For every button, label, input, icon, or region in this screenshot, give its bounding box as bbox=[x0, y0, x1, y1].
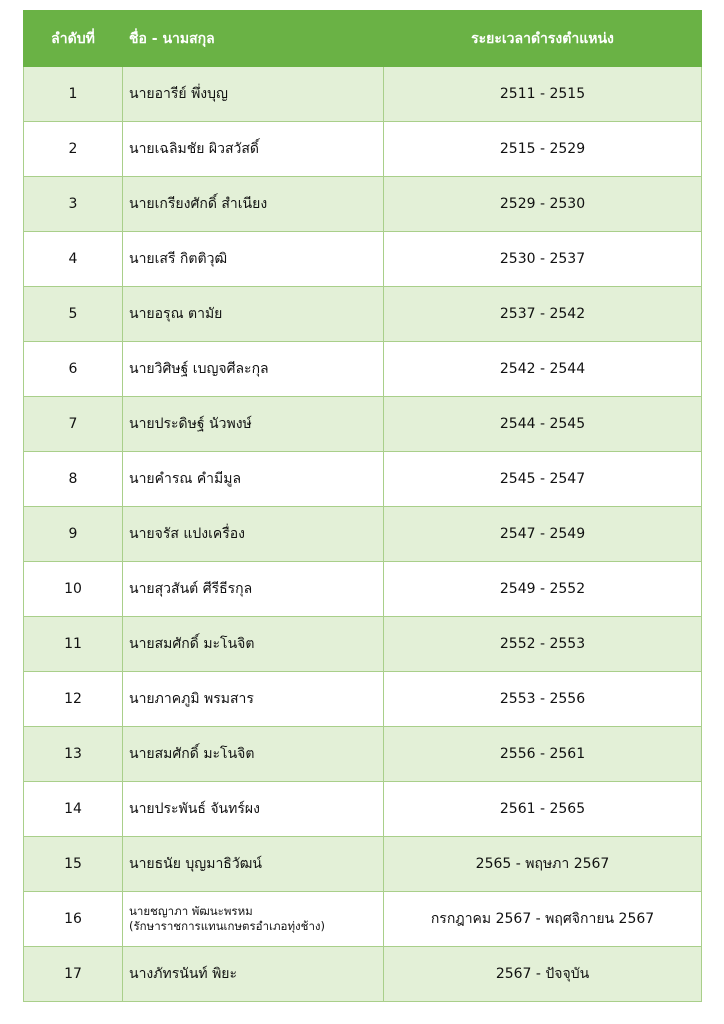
table-row bbox=[24, 837, 702, 892]
row-term: 2556 - 2561 bbox=[384, 727, 702, 782]
row-term: 2511 - 2515 bbox=[384, 67, 702, 122]
row-number: 1 bbox=[24, 67, 123, 122]
table-row bbox=[24, 672, 702, 727]
header-name: ชื่อ - นามสกุล bbox=[123, 11, 384, 67]
table-row bbox=[24, 507, 702, 562]
table-row bbox=[24, 452, 702, 507]
row-term: 2530 - 2537 bbox=[384, 232, 702, 287]
row-name: นายประดิษฐ์ นัวพงษ์ bbox=[123, 397, 384, 452]
table-row bbox=[24, 232, 702, 287]
row-name-text: นายชญาภา พัฒนะพรหม bbox=[129, 904, 253, 918]
row-name: นายเสรี กิตติวุฒิ bbox=[123, 232, 384, 287]
row-number: 5 bbox=[24, 287, 123, 342]
table-row bbox=[24, 342, 702, 397]
row-name: นายธนัย บุญมาธิวัฒน์ bbox=[123, 837, 384, 892]
table-row bbox=[24, 67, 702, 122]
row-name: นายประพันธ์ จันทร์ผง bbox=[123, 782, 384, 837]
table-row bbox=[24, 122, 702, 177]
row-name: นายภาคภูมิ พรมสาร bbox=[123, 672, 384, 727]
row-name: นายคำรณ คำมีมูล bbox=[123, 452, 384, 507]
table-row bbox=[24, 562, 702, 617]
row-number: 14 bbox=[24, 782, 123, 837]
row-term: 2552 - 2553 bbox=[384, 617, 702, 672]
row-term: 2553 - 2556 bbox=[384, 672, 702, 727]
table-row bbox=[24, 782, 702, 837]
header-order: ลำดับที่ bbox=[24, 11, 123, 67]
row-term: 2544 - 2545 bbox=[384, 397, 702, 452]
row-number: 17 bbox=[24, 947, 123, 1002]
officials-table-container bbox=[23, 10, 701, 1002]
row-name: นายสุวสันต์ ศีรีธีรกุล bbox=[123, 562, 384, 617]
row-term: 2529 - 2530 bbox=[384, 177, 702, 232]
row-number: 16 bbox=[24, 892, 123, 947]
row-number: 3 bbox=[24, 177, 123, 232]
row-number: 7 bbox=[24, 397, 123, 452]
row-name: นายจรัส แปงเครื่อง bbox=[123, 507, 384, 562]
officials-table bbox=[23, 10, 702, 1002]
row-number: 2 bbox=[24, 122, 123, 177]
row-number: 15 bbox=[24, 837, 123, 892]
row-number: 13 bbox=[24, 727, 123, 782]
row-term: 2542 - 2544 bbox=[384, 342, 702, 397]
row-number: 12 bbox=[24, 672, 123, 727]
table-row bbox=[24, 617, 702, 672]
row-number: 10 bbox=[24, 562, 123, 617]
row-name: นางภัทรนันท์ พิยะ bbox=[123, 947, 384, 1002]
table-row bbox=[24, 177, 702, 232]
row-number: 9 bbox=[24, 507, 123, 562]
table-row bbox=[24, 727, 702, 782]
table-row bbox=[24, 892, 702, 947]
row-name: นายสมศักดิ์ มะโนจิต bbox=[123, 617, 384, 672]
row-term: 2537 - 2542 bbox=[384, 287, 702, 342]
row-name bbox=[123, 892, 384, 947]
row-term: 2561 - 2565 bbox=[384, 782, 702, 837]
row-name: นายวิศิษฐ์ เบญจศีละกุล bbox=[123, 342, 384, 397]
row-number: 4 bbox=[24, 232, 123, 287]
row-term: 2547 - 2549 bbox=[384, 507, 702, 562]
row-term: 2515 - 2529 bbox=[384, 122, 702, 177]
row-name: นายเกรียงศักดิ์ สำเนียง bbox=[123, 177, 384, 232]
row-term: 2549 - 2552 bbox=[384, 562, 702, 617]
row-term: 2567 - ปัจจุบัน bbox=[384, 947, 702, 1002]
row-name: นายเฉลิมชัย ผิวสวัสดิ์ bbox=[123, 122, 384, 177]
row-number: 6 bbox=[24, 342, 123, 397]
table-row bbox=[24, 947, 702, 1002]
row-term: กรกฎาคม 2567 - พฤศจิกายน 2567 bbox=[384, 892, 702, 947]
row-number: 8 bbox=[24, 452, 123, 507]
table-row bbox=[24, 287, 702, 342]
row-name: นายอารีย์ พึ่งบุญ bbox=[123, 67, 384, 122]
row-number: 11 bbox=[24, 617, 123, 672]
table-header-row bbox=[24, 11, 702, 67]
table-row bbox=[24, 397, 702, 452]
header-term: ระยะเวลาดำรงตำแหน่ง bbox=[384, 11, 702, 67]
row-term: 2565 - พฤษภา 2567 bbox=[384, 837, 702, 892]
row-name: นายสมศักดิ์ มะโนจิต bbox=[123, 727, 384, 782]
row-term: 2545 - 2547 bbox=[384, 452, 702, 507]
row-name-note: (รักษาราชการแทนเกษตรอำเภอทุ่งช้าง) bbox=[129, 919, 326, 933]
row-name: นายอรุณ ตามัย bbox=[123, 287, 384, 342]
